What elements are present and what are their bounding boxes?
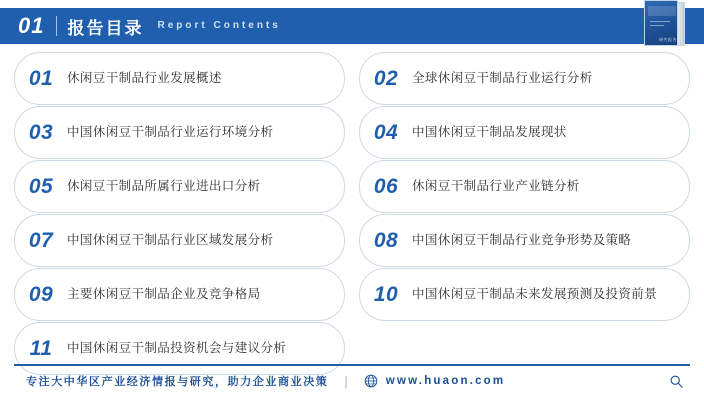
contents-item-label: 中国休闲豆干制品发展现状 bbox=[412, 125, 567, 139]
contents-item-number: 01 bbox=[28, 66, 54, 90]
contents-item-label: 主要休闲豆干制品企业及竞争格局 bbox=[67, 287, 261, 301]
contents-item-label: 休闲豆干制品行业发展概述 bbox=[67, 71, 222, 85]
contents-item-number: 02 bbox=[373, 66, 399, 90]
page-title: 报告目录 bbox=[67, 18, 144, 38]
search-icon[interactable] bbox=[669, 374, 684, 389]
contents-item[interactable] bbox=[359, 160, 690, 213]
book-cover-label: 研究报告 bbox=[659, 37, 677, 42]
page-subtitle: Report Contents bbox=[157, 20, 281, 31]
contents-item-number: 09 bbox=[28, 282, 54, 306]
contents-item[interactable] bbox=[14, 106, 345, 159]
contents-item-label: 中国休闲豆干制品投资机会与建议分析 bbox=[67, 341, 287, 355]
contents-item[interactable] bbox=[14, 160, 345, 213]
contents-item-number: 07 bbox=[28, 228, 54, 252]
header-divider bbox=[56, 16, 57, 36]
contents-item-number: 04 bbox=[373, 120, 399, 144]
contents-item-label: 全球休闲豆干制品行业运行分析 bbox=[412, 71, 593, 85]
footer-divider bbox=[14, 364, 690, 366]
contents-item-label: 中国休闲豆干制品行业区域发展分析 bbox=[67, 233, 274, 247]
contents-item-label: 中国休闲豆干制品行业运行环境分析 bbox=[67, 125, 274, 139]
book-cover-line bbox=[650, 25, 664, 26]
contents-item[interactable] bbox=[359, 52, 690, 105]
book-cover-band bbox=[648, 6, 676, 16]
contents-item-label: 休闲豆干制品行业产业链分析 bbox=[412, 179, 580, 193]
footer-website-url[interactable]: www.huaon.com bbox=[385, 375, 506, 387]
footer-slogan: 专注大中华区产业经济情报与研究，助力企业商业决策 bbox=[26, 376, 329, 388]
footer-separator: | bbox=[344, 373, 348, 389]
contents-item-number: 03 bbox=[28, 120, 54, 144]
contents-item-number: 05 bbox=[28, 174, 54, 198]
contents-item[interactable] bbox=[359, 268, 690, 321]
contents-item[interactable] bbox=[14, 52, 345, 105]
contents-item[interactable] bbox=[14, 214, 345, 267]
contents-item-number: 11 bbox=[29, 336, 53, 360]
report-book-graphic bbox=[638, 0, 692, 50]
contents-item[interactable] bbox=[359, 106, 690, 159]
contents-item[interactable] bbox=[14, 268, 345, 321]
contents-item-label: 中国休闲豆干制品未来发展预测及投资前景 bbox=[412, 287, 658, 301]
contents-grid bbox=[14, 52, 690, 376]
contents-item[interactable] bbox=[359, 214, 690, 267]
book-cover-icon bbox=[644, 0, 678, 46]
contents-item-number: 06 bbox=[373, 174, 399, 198]
book-cover-line bbox=[650, 21, 670, 22]
footer-bar bbox=[14, 368, 690, 394]
contents-item-label: 中国休闲豆干制品行业竞争形势及策略 bbox=[412, 233, 632, 247]
header-section-number: 01 bbox=[18, 13, 45, 38]
contents-item-number: 08 bbox=[373, 228, 399, 252]
header-bar bbox=[0, 8, 704, 44]
globe-icon bbox=[364, 374, 378, 388]
contents-item-number: 10 bbox=[373, 282, 399, 306]
contents-item-label: 休闲豆干制品所属行业进出口分析 bbox=[67, 179, 261, 193]
